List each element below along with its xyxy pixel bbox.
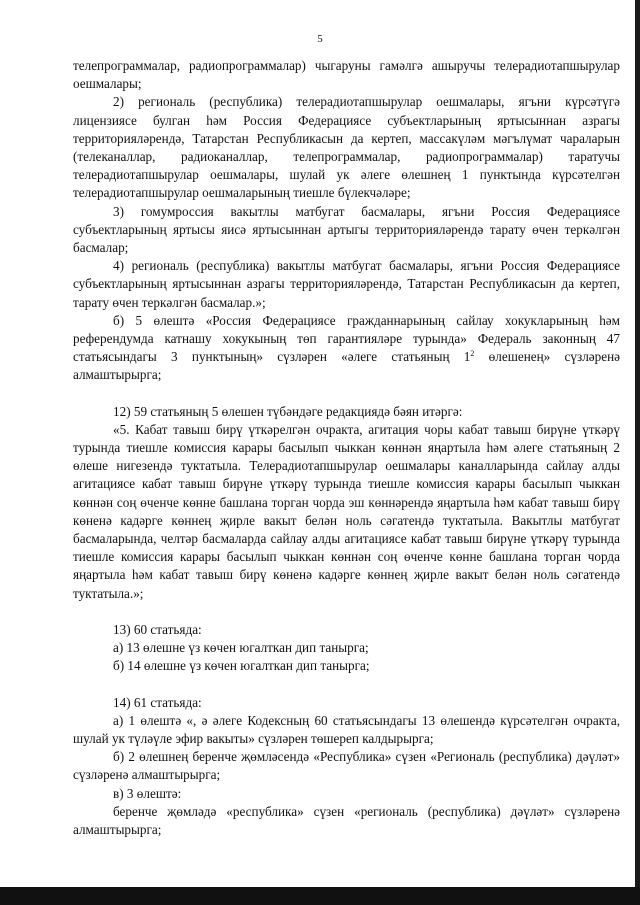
- paragraph-item-5: [73, 312, 620, 385]
- item5-superscript: 2: [470, 349, 475, 359]
- spacer: [73, 603, 620, 621]
- paragraph: 4) региональ (республика) вакытлы матбугат басмалары, ягъни Россия Федерациясе субъектларының яртысыннан азрагы территорияләрендә, Татарстан Республикасын да кертеп, тарату өчен теркәлгән басмалар.»;: [73, 258, 620, 310]
- item5-text-end: өлешенең» сүзләренә алмаштырырга;: [73, 349, 621, 383]
- paragraph: 13) 60 статьяда:: [113, 621, 202, 637]
- scan-edge-bottom: [0, 887, 640, 905]
- quoted-paragraph: «5. Кабат тавыш бирү үткәрелгән очракта, агитация чоры кабат тавыш бирүне үткәрү турында тиешле комиссия карары басылып чыккан көннән яңартыла һәм әлеге статьяның 2 өлеше нигезендә туктатыла. Телерадиотапшырулар оешмалары каналларында сайлау алды агитациясе кабат тавыш бирүне үткәрү турында тиешле комиссия карары басылып чыккан көннән соң өченче көнне башлана торган чорда эш көннәрендә яңартыла һәм кабат тавыш бирү көненә кадәрге көннең җирле вакыт белән ноль сәгатендә туктатыла. Вакытлы матбугат басмаларында, челтәр басмаларда сайлау алды агитациясе кабат тавыш бирүне үткәрү турында тиешле комиссия карары басылып чыккан көннән соң өченче көнне башлана торган чорда яңартыла һәм кабат тавыш бирү көненә кадәрге көннең җирле вакыт белән ноль сәгатендә туктатыла.»;: [73, 421, 620, 601]
- paragraph: 14) 61 статьяда:: [113, 694, 202, 710]
- paragraph: б) 2 өлешнең беренче җөмләсендә «Республика» сүзен «Региональ (республика) дәүләт» сүзләренә алмаштырырга;: [73, 749, 620, 783]
- document-body: [73, 57, 620, 839]
- spacer: [73, 676, 620, 694]
- paragraph: в) 3 өлештә:: [113, 785, 182, 801]
- paragraph: 12) 59 статьяның 5 өлешен түбәндәге редакциядә бәян итәргә:: [113, 403, 463, 419]
- paragraph: беренче җөмләдә «республика» сүзен «региональ (республика) дәүләт» сүзләренә алмаштырырга;: [73, 803, 620, 837]
- scan-edge-right: [635, 0, 640, 905]
- paragraph: б) 14 өлешне үз көчен югалткан дип танырга;: [113, 658, 370, 674]
- paragraph: 3) гомумроссия вакытлы матбугат басмалары, ягъни Россия Федерациясе субъектларының яртысы яисә яртысыннан артыгы территорияләрендә тарату өчен теркәлгән басмалар;: [73, 203, 620, 256]
- paragraph: телепрограммалар, радиопрограммалар) чыгаруны гамәлгә ашыручы телерадиотапшырулар оешмалары;: [73, 58, 620, 92]
- paragraph: а) 13 өлешне үз көчен югалткан дип танырга;: [113, 640, 369, 656]
- paragraph: а) 1 өлештә «, ә әлеге Кодексның 60 статьясындагы 13 өлешендә күрсәтелгән очракта, шулай ук түләүле эфир вакыты» сүзләрен төшереп калдырырга;: [73, 712, 620, 746]
- page-number: 5: [317, 33, 323, 45]
- spacer: [73, 385, 620, 403]
- item5-text: б) 5 өлештә «Россия Федерациясе гражданнарының сайлау хокукларының һәм референдумда катнашу хокукының төп гарантияләре турында» Федераль законның 47 статьясындагы 3 пунктының» сүзләрен «әлеге статьяның 1: [73, 312, 620, 365]
- paragraph: 2) региональ (республика) телерадиотапшырулар оешмалары, ягъни күрсәтүгә лицензиясе булган һәм Россия Федерациясе субъектларының яртысыннан азрагы территорияләрендә, Татарстан Республикасын да кертеп, массакүләм мәгълүмат чараларын (телеканаллар, радиоканаллар, телепрограммалар, радиопрограммалар) таратучы телерадиотапшырулар оешмалары, шулай ук әлеге өлешнең 1 пунктында күрсәтелгән телерадиотапшырулар оешмаларының тиешле бүлекчәләре;: [73, 94, 620, 201]
